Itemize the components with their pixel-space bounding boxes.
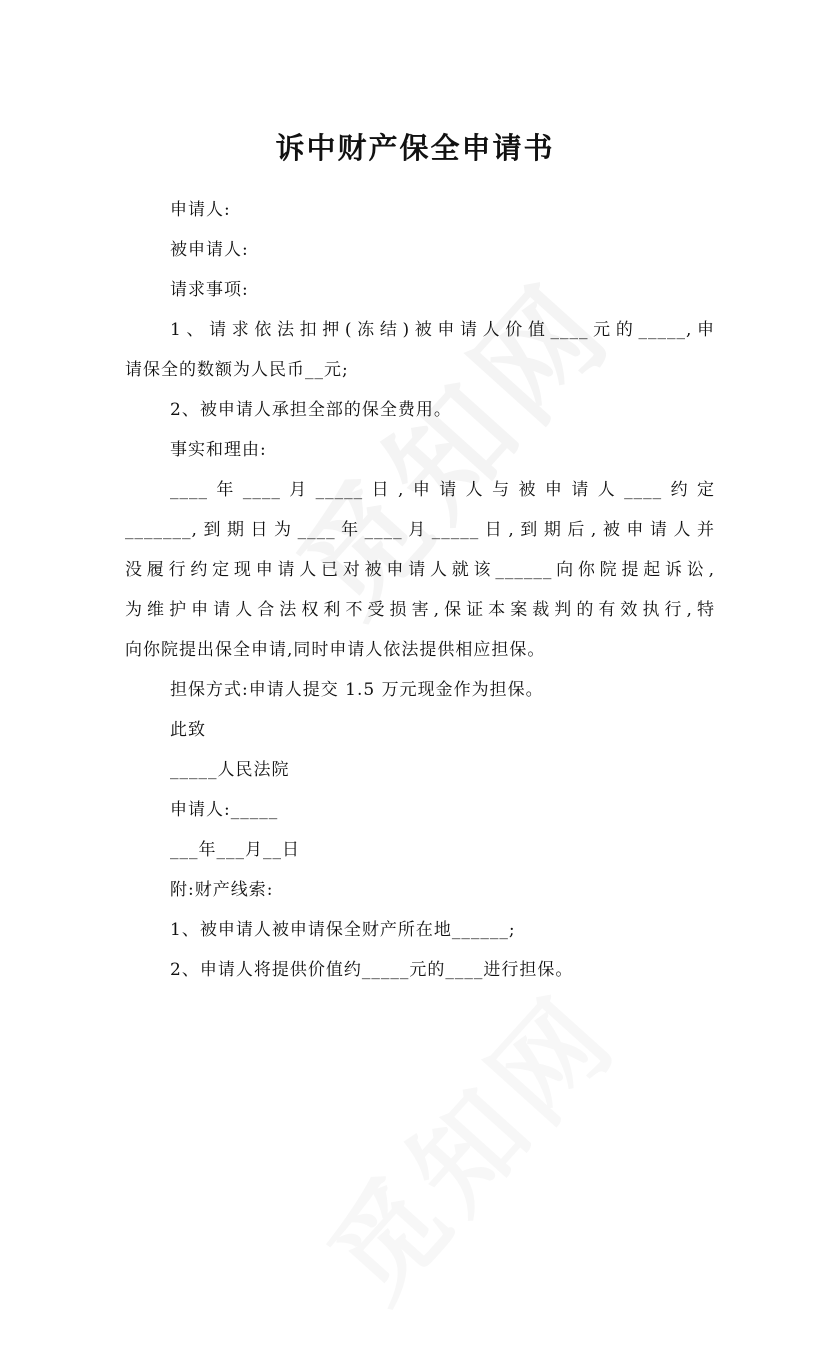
facts-line-1: ____年____月_____日,申请人与被申请人____约定 [170,480,715,500]
property-clues-heading: 附:财产线索: [170,880,274,900]
property-clue-2: 2、申请人将提供价值约_____元的____进行担保。 [170,960,574,980]
court-name-line: _____人民法院 [170,760,290,780]
facts-line-5: 向你院提出保全申请,同时申请人依法提供相应担保。 [125,640,546,660]
request-item-1-line-2: 请保全的数额为人民币__元; [125,360,349,380]
facts-heading: 事实和理由: [170,440,267,460]
document-title: 诉中财产保全申请书 [275,131,555,165]
signature-date-line: ___年___月__日 [170,840,300,860]
applicant-line: 申请人: [170,200,231,220]
facts-line-3: 没履行约定现申请人已对被申请人就该______向你院提起诉讼, [125,560,715,580]
guarantee-method: 担保方式:申请人提交 1.5 万元现金作为担保。 [170,680,544,700]
document-body [125,190,715,990]
property-clue-1: 1、被申请人被申请保全财产所在地______; [170,920,516,940]
facts-line-4: 为维护申请人合法权利不受损害,保证本案裁判的有效执行,特 [125,600,715,620]
facts-line-2: _______,到期日为____年____月_____日,到期后,被申请人并 [125,520,715,540]
request-item-1-line-1: 1、请求依法扣押(冻结)被申请人价值____元的_____,申 [170,320,715,340]
signature-applicant-line: 申请人:_____ [170,800,279,820]
request-heading: 请求事项: [170,280,249,300]
respondent-line: 被申请人: [170,240,249,260]
request-item-2: 2、被申请人承担全部的保全费用。 [170,400,452,420]
salutation: 此致 [170,720,206,740]
